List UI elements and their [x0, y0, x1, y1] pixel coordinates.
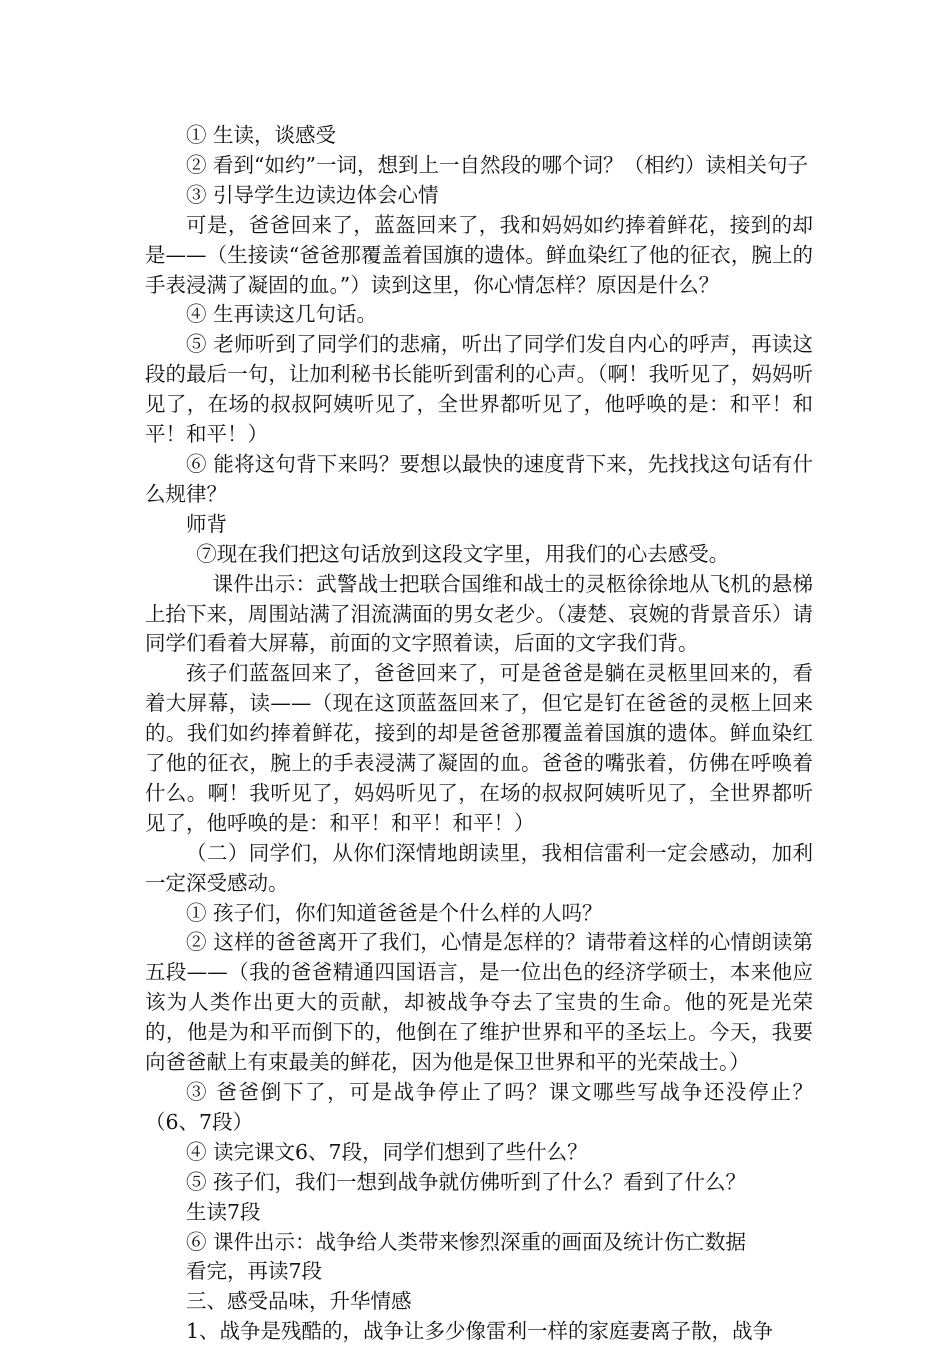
paragraph-16: ④ 读完课文6、7段，同学们想到了些什么？: [186, 1139, 588, 1164]
paragraph-13: ① 孩子们，你们知道爸爸是个什么样的人吗？: [186, 900, 603, 925]
paragraph-14: ② 这样的爸爸离开了我们，心情是怎样的？请带着这样的心情朗读第五段——（我的爸爸精通四国语言，是一位出色的经济学硕士，本来他应该为人类作出更大的贡献，却被战争夺去了宝贵的生命。他的死是光荣的，他是为和平而倒下的，他倒在了维护世界和平的圣坛上。今天，我要向爸爸献上有束最美的鲜花，因为他是保卫世界和平的光荣战士。）: [145, 930, 813, 1075]
paragraph-22: 1、战争是残酷的，战争让多少像雷利一样的家庭妻离子散，战争: [186, 1319, 774, 1344]
paragraph-9: ⑦现在我们把这句话放到这段文字里，用我们的心去感受。: [196, 541, 730, 566]
paragraph-10: 课件出示：武警战士把联合国维和战士的灵柩徐徐地从飞机的悬梯上抬下来，周围站满了泪流满面的男女老少。（凄楚、哀婉的背景音乐）请同学们看着大屏幕，前面的文字照着读，后面的文字我们背。: [145, 571, 813, 656]
paragraph-6: ⑤ 老师听到了同学们的悲痛，听出了同学们发自内心的呼声，再读这段的最后一句，让加利秘书长能听到雷利的心声。（啊！我听见了，妈妈听见了，在场的叔叔阿姨听见了，全世界都听见了，他呼唤的是：和平！和平！和平！）: [145, 332, 813, 447]
paragraph-18: 生读7段: [186, 1199, 261, 1224]
paragraph-4: 可是，爸爸回来了，蓝盔回来了，我和妈妈如约捧着鲜花，接到的却是——（生接读“爸爸那覆盖着国旗的遗体。鲜血染红了他的征衣，腕上的手表浸满了凝固的血。”）读到这里，你心情怎样？原因是什么？: [145, 212, 813, 297]
paragraph-8: 师背: [186, 511, 227, 536]
paragraph-1: ① 生读，谈感受: [186, 123, 337, 147]
paragraph-21: 三、感受品味，升华情感: [186, 1289, 412, 1314]
paragraph-17: ⑤ 孩子们，我们一想到战争就仿佛听到了什么？看到了什么？: [186, 1169, 747, 1194]
paragraph-11: 孩子们蓝盔回来了，爸爸回来了，可是爸爸是躺在灵柩里回来的，看着大屏幕，读——（现在这顶蓝盔回来了，但它是钉在爸爸的灵柩上回来的。我们如约捧着鲜花，接到的却是爸爸那覆盖着国旗的遗体。鲜血染红了他的征衣，腕上的手表浸满了凝固的血。爸爸的嘴张着，仿佛在呼唤着什么。啊！我听见了，妈妈听见了，在场的叔叔阿姨听见了，全世界都听见了，他呼唤的是：和平！和平！和平！）: [145, 661, 813, 835]
paragraph-19: ⑥ 课件出示：战争给人类带来惨烈深重的画面及统计伤亡数据: [186, 1229, 747, 1254]
paragraph-2: ② 看到“如约”一词，想到上一自然段的哪个词？（相约）读相关句子: [186, 152, 808, 177]
paragraph-5: ④ 生再读这几句话。: [186, 302, 378, 327]
paragraph-7: ⑥ 能将这句背下来吗？要想以最快的速度背下来，先找找这句话有什么规律？: [145, 451, 813, 506]
paragraph-12: （二）同学们，从你们深情地朗读里，我相信雷利一定会感动，加利一定深受感动。: [145, 840, 813, 895]
paragraph-3: ③ 引导学生边读边体会心情: [186, 182, 439, 207]
paragraph-20: 看完，再读7段: [186, 1259, 323, 1284]
paragraph-15: ③ 爸爸倒下了，可是战争停止了吗？课文哪些写战争还没停止？（6、7段）: [145, 1080, 813, 1134]
document-body: [145, 121, 813, 1347]
